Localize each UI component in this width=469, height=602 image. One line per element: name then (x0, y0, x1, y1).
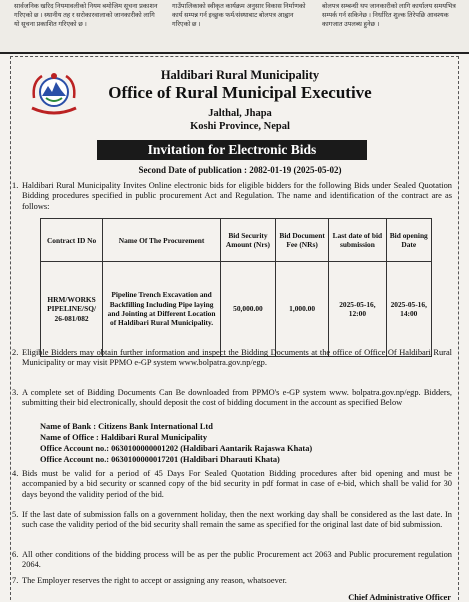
bank-name: Name of Bank : Citizens Bank International Ltd (40, 422, 213, 431)
clause-5 (12, 510, 452, 531)
cell-document-fee: 1,000.00 (275, 262, 328, 357)
bank-office-name: Name of Office : Haldibari Rural Municipality (40, 433, 208, 442)
header-contract-id: Contract ID No (41, 219, 103, 262)
clause-number: 7. (12, 576, 19, 585)
previous-notice-strip (0, 0, 469, 54)
signatory-title: Chief Administrative Officer (348, 593, 451, 602)
clause-7-text: The Employer reserves the right to accept or assigning any reason, whatsoever. (22, 576, 287, 585)
cell-last-date: 2025-05-16, 12:00 (329, 262, 386, 357)
address-line-2: Koshi Province, Nepal (190, 121, 290, 132)
clause-4 (12, 469, 452, 500)
clause-number: 1. (12, 181, 19, 190)
clause-2 (12, 348, 452, 369)
cell-opening-date: 2025-05-16, 14:00 (386, 262, 431, 357)
header-procurement-name: Name Of The Procurement (103, 219, 221, 262)
office-account-2: Office Account no.: 0630100000017201 (Haldibari Dharauti Khata) (40, 455, 280, 464)
clause-5-text: If the last date of submission falls on a government holiday, then the next working day shall be considered as the last date. In such case the validity period of the bid security shall remain the same as specified for the original last date of bid submission. (22, 510, 452, 530)
cell-procurement-name: Pipeline Trench Excavation and Backfilling Including Pipe laying and Jointing at Different Location of Haldibari Rural Municipality. (103, 262, 221, 357)
header-last-date: Last date of bid submission (329, 219, 386, 262)
bank-details (40, 421, 312, 465)
clause-number: 4. (12, 469, 19, 478)
header-bid-security: Bid Security Amount (Nrs) (220, 219, 275, 262)
bid-table (40, 218, 432, 357)
clause-1-text: Haldibari Rural Municipality Invites Online electronic bids for eligible bidders for the following Bids under Sealed Quotation Bidding procedures specified in public procurement Act and Regulation. The name and identification of the contract are as follows: (22, 181, 452, 211)
header-opening-date: Bid opening Date (386, 219, 431, 262)
notice-title-banner: Invitation for Electronic Bids (97, 140, 367, 160)
clause-number: 6. (12, 550, 19, 559)
municipality-name: Haldibari Rural Municipality (160, 68, 320, 82)
clause-6-text: All other conditions of the bidding process will be as per the public Procurement act 2063 and Public procurement regulation 2064. (22, 550, 452, 570)
clause-number: 3. (12, 388, 19, 397)
office-name: Office of Rural Municipal Executive (108, 83, 372, 102)
table-row (41, 262, 432, 357)
address-line-1: Jalthal, Jhapa (208, 108, 272, 119)
clause-2-text: Eligible Bidders may obtain further information and inspect the Bidding Documents at the office of Office Of Haldibari Rural Municipality or may visit PPMO e-GP system www.bolpatra.gov.np/egp. (22, 348, 452, 368)
clause-3 (12, 388, 452, 409)
office-address (60, 107, 420, 133)
clause-3-text: A complete set of Bidding Documents Can Be downloaded from PPMO's e-GP system www. bolpatra.gov.np/egp. Bidders, submitting their bid electronically, should deposit the cost of bidding document in the account as specified Below (22, 388, 452, 408)
cell-bid-security: 50,000.00 (220, 262, 275, 357)
clause-number: 5. (12, 510, 19, 519)
clause-6 (12, 550, 452, 571)
clause-1 (12, 181, 452, 212)
clause-7 (12, 576, 452, 586)
bid-table-header-row (41, 219, 432, 262)
separator-rule (0, 52, 469, 54)
previous-notice-middle-text: गाउँपालिकाको स्वीकृत कार्यक्रम अनुसार विकास निर्माणको कार्य सम्पन्न गर्न इच्छुक फर्म/संस्थाबाट बोलपत्र आह्वान गरिएको छ । (172, 3, 306, 28)
office-account-1: Office Account no.: 0630100000001202 (Haldibari Aantarik Rajaswa Khata) (40, 444, 313, 453)
clause-number: 2. (12, 348, 19, 357)
previous-notice-left-text: सार्वजनिक खरिद नियमावलीको नियम बमोजिम सूचना प्रकाशन गरिएको छ । स्थानीय तह र सरोकारवालाको जानकारीको लागि यो सूचना प्रकाशित गरिएको छ । (14, 3, 158, 28)
previous-notice-right-text: बोलपत्र सम्बन्धी थप जानकारीको लागि कार्यालय समयभित्र सम्पर्क गर्न सकिनेछ । निर्धारित शुल्क तिरेपछि आवश्यक कागजात उपलब्ध हुनेछ । (322, 3, 456, 28)
clause-4-text: Bids must be valid for a period of 45 Days For Sealed Quotation Bidding procedures after bid opening and must be accompanied by a bid security or scanned copy of the bid security in pdf format in case of e-bid, which shall be valid for 30 days beyond the validity period of the bid. (22, 469, 452, 499)
header-document-fee: Bid Document Fee (NRs) (275, 219, 328, 262)
cell-contract-id: HRM/WORKS PIPELINE/SQ/ 26-081/082 (41, 262, 103, 357)
publication-date: Second Date of publication : 2082-01-19 (2025-05-02) (138, 165, 342, 175)
